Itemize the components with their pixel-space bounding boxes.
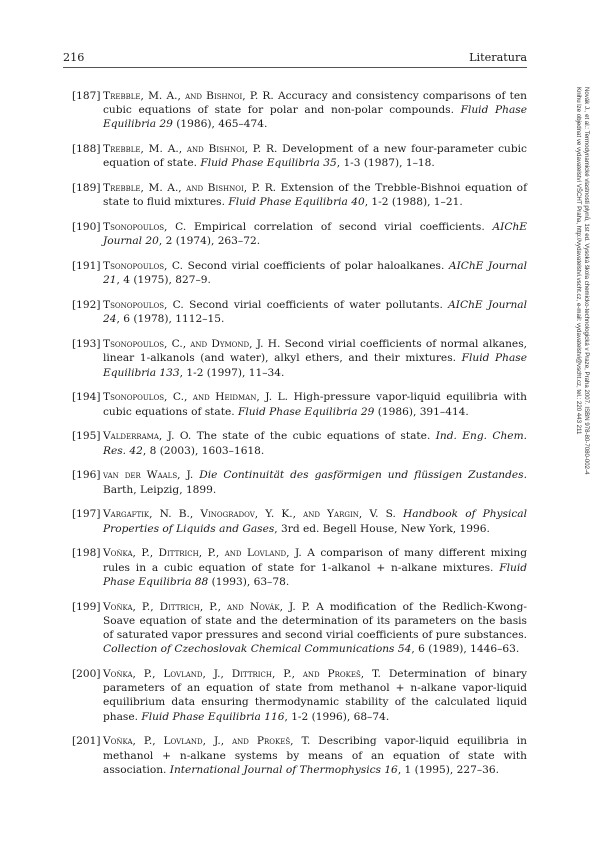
reference-title: Accuracy and consistency comparisons of ten cubic equations of state for polar and non-polar compounds. — [103, 90, 527, 117]
reference-number: [192] — [72, 299, 101, 312]
reference-authors: Trebble, M. A., and Bishnoi, P. R. — [103, 143, 278, 156]
reference-number: [191] — [72, 260, 101, 273]
reference-number: [194] — [72, 391, 101, 404]
reference-source: Fluid Phase Equilibria 35 — [200, 157, 337, 170]
reference-number: [196] — [72, 469, 101, 482]
reference-source: AIChE Journal 21 — [103, 260, 528, 287]
reference-title: Describing vapor-liquid equilibria in methanol + n-alkane systems by means of an equation of state with association. — [103, 735, 527, 776]
reference-source: Fluid Phase Equilibria 40 — [228, 196, 365, 209]
page-number: 216 — [63, 51, 85, 64]
reference-item — [72, 734, 527, 777]
reference-details: , 1-2 (1996), 68–74. — [284, 710, 390, 723]
reference-number: [193] — [72, 338, 101, 351]
reference-number: [199] — [72, 600, 101, 613]
reference-item — [72, 667, 527, 724]
section-title: Literatura — [469, 51, 527, 64]
reference-title: Development of a new four-parameter cubic equation of state. — [103, 143, 527, 170]
reference-details: (1993), 63–78. — [208, 575, 290, 588]
reference-number: [187] — [72, 90, 101, 102]
reference-details: , 2 (1974), 263–72. — [158, 235, 261, 248]
reference-source: Ind. Eng. Chem. Res. 42 — [103, 430, 527, 457]
header-rule — [63, 67, 527, 68]
reference-source: International Journal of Thermophysics 16 — [169, 763, 398, 776]
reference-details: , 6 (1978), 1112–15. — [116, 313, 225, 326]
reference-number: [195] — [72, 430, 101, 443]
reference-title: A modification of the Redlich-Kwong-Soave equation of state and the determination of its parameters on the basis of saturated vapor pressures and second virial coefficients of pure substances. — [103, 600, 527, 642]
reference-item — [72, 89, 527, 132]
reference-details: , 4 (1975), 827–9. — [116, 274, 211, 287]
reference-details: (1986), 391–414. — [374, 405, 469, 418]
reference-item — [72, 390, 527, 418]
reference-details: , 1-2 (1997), 11–34. — [179, 366, 285, 379]
reference-authors: Voňka, P., Lovland, J., and Prokeš, T. — [103, 735, 311, 748]
reference-source: Collection of Czechoslovak Chemical Communications 54 — [103, 643, 412, 656]
reference-item — [72, 142, 527, 170]
reference-number: [188] — [72, 143, 101, 156]
reference-item — [72, 600, 527, 657]
reference-details: , 8 (2003), 1603–1618. — [142, 444, 265, 457]
reference-authors: van der Waals, J. — [103, 469, 194, 482]
reference-source: Fluid Phase Equilibria 88 — [103, 561, 527, 588]
reference-authors: Voňka, P., Dittrich, P., and Lovland, J. — [103, 547, 302, 560]
reference-title: Second virial coefficients of water pollutants. — [189, 299, 443, 312]
reference-source: Fluid Phase Equilibria 116 — [141, 710, 285, 723]
reference-authors: Tsonopoulos, C. — [103, 299, 184, 312]
reference-authors: Tsonopoulos, C. — [103, 260, 184, 273]
reference-details: , 1-2 (1988), 1–21. — [364, 196, 463, 209]
reference-item — [72, 468, 527, 496]
reference-source: Fluid Phase Equilibria 29 — [103, 104, 527, 131]
reference-details: , 6 (1989), 1446–63. — [411, 643, 520, 656]
reference-item — [72, 181, 527, 209]
reference-authors: Tsonopoulos, C., and Dymond, J. H. — [103, 338, 281, 351]
reference-authors: Valderrama, J. O. — [103, 430, 192, 443]
reference-authors: Tsonopoulos, C., and Heidman, J. L. — [103, 391, 289, 404]
reference-title: Empirical correlation of second virial coefficients. — [194, 221, 485, 234]
reference-details: , 1-3 (1987), 1–18. — [336, 157, 435, 170]
reference-title: Extension of the Trebble-Bishnoi equation of state to fluid mixtures. — [103, 182, 527, 209]
reference-source: Fluid Phase Equilibria 133 — [103, 352, 527, 379]
reference-details: (1986), 465–474. — [172, 118, 268, 131]
reference-authors: Trebble, M. A., and Bishnoi, P. R. — [103, 182, 277, 195]
reference-source: Fluid Phase Equilibria 29 — [238, 405, 375, 418]
reference-title: Second virial coefficients of normal alkanes, linear 1-alkanols (and water), alkyl ethers, and their mixtures. — [103, 338, 528, 365]
reference-item — [72, 546, 527, 589]
reference-number: [201] — [72, 735, 101, 748]
reference-source: Handbook of Physical Properties of Liquids and Gases — [103, 508, 527, 535]
reference-item — [72, 220, 527, 248]
side-note-line-1: Novák J., et al.: Termodynamické vlastnosti plynů, 1st ed. Vysoká škola chemicko-technologická v Praze, Praha 2007. ISBN 978-80-7080-002-4 — [583, 87, 590, 475]
reference-source: AIChE Journal 24 — [103, 299, 528, 326]
reference-source: Die Continuität des gasförmigen und flüssigen Zustandes. — [199, 469, 527, 482]
reference-title: A comparison of many different mixing rules in a cubic equation of state for 1-alkanol + n-alkane mixtures. — [103, 547, 527, 574]
reference-authors: Voňka, P., Dittrich, P., and Novák, J. P. — [103, 600, 311, 613]
side-note-line-2: Knihu lze objednat ve vydavatelství VŠCHT Praha, http://vydavatelstvi.vscht.cz, e-mail: vydavatelstvi@vscht.cz, tel.: 220 443 211 — [575, 87, 582, 435]
reference-number: [190] — [72, 221, 101, 234]
reference-item — [72, 298, 527, 326]
page-header — [63, 51, 527, 65]
reference-number: [198] — [72, 547, 101, 560]
reference-details: , 1 (1995), 227–36. — [397, 763, 499, 776]
reference-item — [72, 337, 527, 380]
reference-authors: Vargaftik, N. B., Vinogradov, Y. K., and Yargin, V. S. — [103, 508, 396, 521]
reference-details: Barth, Leipzig, 1899. — [103, 483, 217, 496]
reference-number: [200] — [72, 668, 101, 681]
reference-source: AIChE Journal 20 — [103, 221, 527, 248]
side-copyright-note — [574, 87, 590, 475]
reference-title: Second virial coefficients of polar haloalkanes. — [187, 260, 445, 273]
reference-details: , 3rd ed. Begell House, New York, 1996. — [274, 522, 490, 535]
reference-item — [72, 259, 527, 287]
reference-authors: Tsonopoulos, C. — [103, 221, 187, 234]
reference-authors: Trebble, M. A., and Bishnoi, P. R. — [103, 90, 274, 102]
reference-list — [72, 89, 527, 788]
reference-authors: Voňka, P., Lovland, J., Dittrich, P., and Prokeš, T. — [103, 668, 381, 681]
reference-item — [72, 429, 527, 457]
reference-number: [189] — [72, 182, 101, 195]
reference-title: Determination of binary parameters of an equation of state from methanol + n-alkane vapor-liquid equilibrium data ensuring thermodynamic stability of the calculated liquid phase. — [103, 668, 527, 723]
reference-title: High-pressure vapor-liquid equilibria with cubic equations of state. — [103, 391, 527, 418]
reference-item — [72, 507, 527, 535]
reference-number: [197] — [72, 508, 101, 521]
reference-title: The state of the cubic equations of state. — [196, 430, 431, 443]
